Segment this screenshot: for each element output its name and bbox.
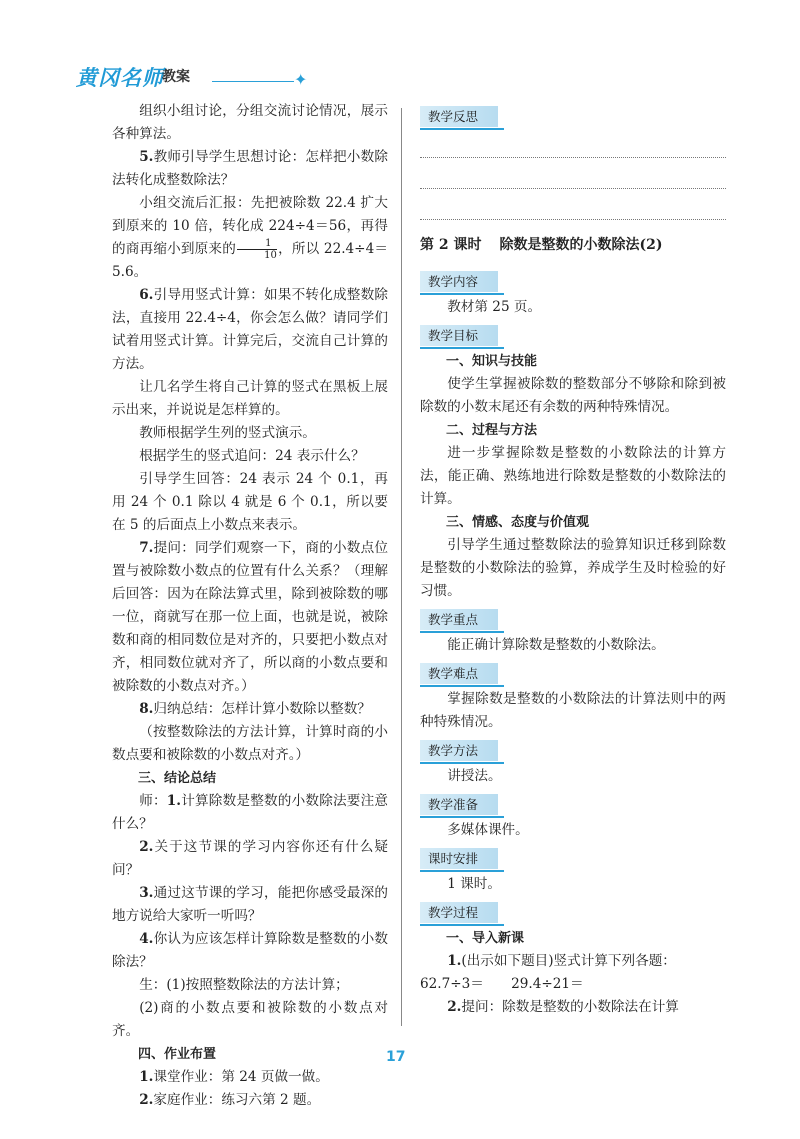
section-heading: 三、结论总结: [138, 771, 217, 786]
tag-goals: 教学目标: [420, 325, 498, 346]
paragraph: (2)商的小数点要和被除数的小数点对齐。: [112, 1000, 388, 1039]
item-text: 计算除数是整数的小数除法要注意什么？: [112, 793, 389, 832]
paragraph: 能正确计算除数是整数的小数除法。: [447, 637, 665, 653]
paragraph: 让几名学生将自己计算的竖式在黑板上展示出来，并说说是怎样算的。: [112, 379, 388, 418]
tag-schedule: 课时安排: [420, 848, 498, 869]
paragraph: [112, 928, 388, 974]
item-number: 5.: [139, 149, 154, 165]
section-heading: 三、情感、态度与价值观: [446, 515, 590, 530]
paragraph: 生：(1)按照整数除法的方法计算；: [139, 977, 349, 993]
lesson-name: 除数是整数的小数除法(2): [499, 237, 663, 253]
tag-key-point: 教学重点: [420, 609, 498, 630]
paragraph: [112, 1089, 388, 1112]
paragraph: 进一步掌握除数是整数的小数除法的计算方法，能正确、熟练地进行除数是整数的小数除法的计算。: [420, 445, 726, 507]
item-text: 提问：除数是整数的小数除法在计算: [461, 999, 679, 1015]
speaker-label: 师：: [139, 793, 167, 809]
paragraph: 讲授法。: [447, 768, 502, 784]
paragraph: 组织小组讨论，分组交流讨论情况，展示各种算法。: [112, 103, 388, 142]
item-text: 家庭作业：练习六第 2 题。: [153, 1092, 321, 1108]
paragraph: [112, 537, 388, 698]
expression-line: 62.7÷3＝ 29.4÷21＝: [420, 976, 584, 992]
item-number: 6.: [139, 287, 154, 303]
dotted-line: [420, 193, 726, 220]
fraction-denominator: 10: [264, 250, 277, 261]
item-number: 4.: [139, 931, 154, 947]
item-number: 2.: [447, 999, 462, 1015]
paragraph: 多媒体课件。: [447, 822, 529, 838]
paragraph: [112, 146, 388, 192]
dotted-line: [420, 131, 726, 158]
section-heading: 二、过程与方法: [446, 423, 538, 438]
section-heading: 一、知识与技能: [446, 354, 538, 369]
tag-process: 教学过程: [420, 902, 498, 923]
item-number: 1.: [166, 793, 181, 809]
sparkle-icon: ✦: [294, 70, 308, 89]
item-text: 课堂作业：第 24 页做一做。: [153, 1069, 329, 1085]
paragraph: 1 课时。: [447, 876, 501, 892]
item-number: 2.: [139, 1092, 154, 1108]
paragraph: 根据学生的竖式追问：24 表示什么？: [139, 448, 365, 464]
section-heading: 一、导入新课: [446, 931, 525, 946]
item-number: 1.: [447, 953, 462, 969]
tag-preparation: 教学准备: [420, 794, 498, 815]
section-heading: 四、作业布置: [138, 1047, 217, 1062]
item-text: 归纳总结：怎样计算小数除以整数？: [153, 701, 371, 717]
paragraph: [112, 836, 388, 882]
paragraph: [112, 192, 388, 284]
paragraph: 掌握除数是整数的小数除法的计算法则中的两种特殊情况。: [420, 691, 726, 730]
page-header: [76, 62, 336, 96]
brand-logo: 黄冈名师: [76, 66, 164, 90]
item-text: 通过这节课的学习，能把你感受最深的地方说给大家听一听吗？: [112, 885, 388, 924]
brand-subtitle: 教案: [162, 69, 190, 85]
item-number: 1.: [139, 1069, 154, 1085]
right-column: [420, 100, 726, 1019]
paragraph: 引导学生通过整数除法的验算知识迁移到除数是整数的小数除法的验算，养成学生及时检验的好习惯。: [420, 537, 726, 599]
left-column: [112, 100, 388, 1112]
paragraph: 教材第 25 页。: [447, 299, 542, 315]
paragraph: 引导学生回答：24 表示 24 个 0.1，再用 24 个 0.1 除以 4 就是 6 个 0.1，所以要在 5 的后面点上小数点来表示。: [112, 471, 388, 533]
item-text: 引导用竖式计算：如果不转化成整数除法，直接用 22.4÷4，你会怎么做？请同学们试着用竖式计算。计算完后，交流自己计算的方法。: [112, 287, 388, 372]
item-text: 关于这节课的学习内容你还有什么疑问？: [112, 839, 388, 878]
tag-difficulty: 教学难点: [420, 663, 498, 684]
column-divider: [401, 108, 402, 1026]
item-text: 你认为应该怎样计算除数是整数的小数除法？: [112, 931, 388, 970]
item-text: ，所以 22.4÷4＝5.6。: [112, 241, 388, 280]
paragraph: [420, 996, 726, 1019]
dotted-line: [420, 162, 726, 189]
lesson-number: 第 2 课时: [420, 237, 482, 253]
paragraph: [112, 1066, 388, 1089]
fraction: [237, 238, 277, 261]
paragraph: [112, 698, 388, 721]
paragraph: （按整数除法的方法计算，计算时商的小数点要和被除数的小数点对齐。）: [112, 724, 388, 763]
header-rule: [212, 81, 294, 82]
tag-content: 教学内容: [420, 271, 498, 292]
lesson-title: [420, 234, 726, 257]
item-text: 教师引导学生思想讨论：怎样把小数除法转化成整数除法？: [112, 149, 388, 188]
item-text: (出示如下题目)竖式计算下列各题：: [461, 953, 676, 969]
item-text: 提问：同学们观察一下，商的小数点位置与被除数小数点的位置有什么关系？（理解后回答：因为在除法算式里，除到被除数的哪一位，商就写在那一位上面，也就是说，被除数和商的相同数位是对齐的，只要把小数点对齐，相同数位就对齐了，所以商的小数点要和被除数的小数点对齐。）: [112, 540, 388, 694]
paragraph: [112, 284, 388, 376]
item-text: 小组交流后汇报：先把被除数 22.4 扩大到原来的 10 倍，转化成 224÷4＝56，再得的商再缩小到原来的: [112, 195, 388, 257]
paragraph: [112, 882, 388, 928]
item-number: 8.: [139, 701, 154, 717]
page-number: 17: [386, 1049, 406, 1065]
tag-method: 教学方法: [420, 740, 498, 761]
fraction-numerator: 1: [237, 238, 277, 250]
tag-reflection: 教学反思: [420, 106, 498, 127]
paragraph: 教师根据学生列的竖式演示。: [139, 425, 316, 441]
paragraph: 使学生掌握被除数的整数部分不够除和除到被除数的小数末尾还有余数的两种特殊情况。: [420, 376, 726, 415]
item-number: 2.: [139, 839, 154, 855]
paragraph: [112, 790, 388, 836]
item-number: 3.: [139, 885, 154, 901]
item-number: 7.: [139, 540, 154, 556]
paragraph: [420, 950, 726, 973]
